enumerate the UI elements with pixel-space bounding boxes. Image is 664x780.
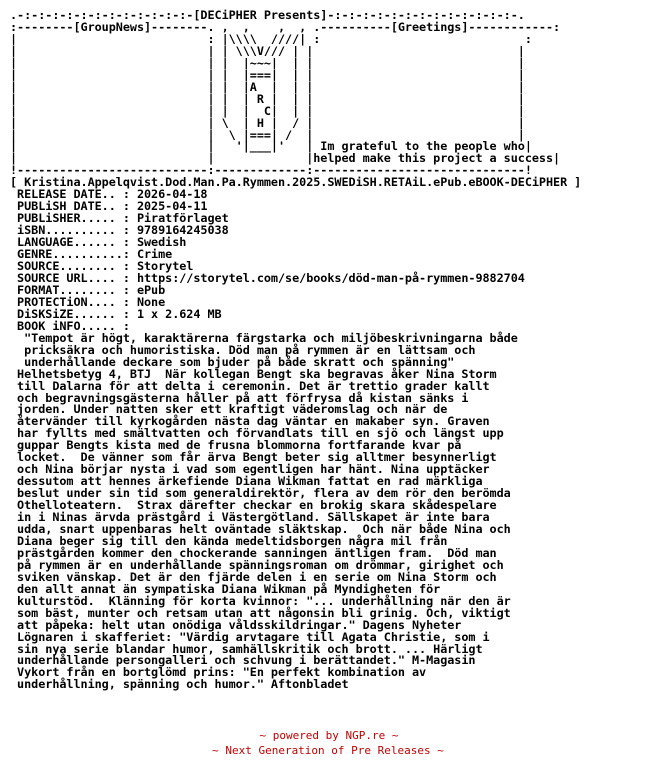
nfo-line: SOURCE........ : Storytel [17,259,194,274]
nfo-line: att påpeka: helt utan onödiga våldsskildringar." Dagens Nyheter [17,617,462,632]
nfo-line: DiSKSiZE...... : 1 x 2.624 MB [17,306,222,321]
nfo-line: | | \ | H | / | | [10,115,525,130]
nfo-line: :--------[GroupNews]--------. , , , , .----------[Greetings]------------: [10,19,561,34]
nfo-line: underhållning, spänning och humor." Aftonbladet [10,677,349,692]
nfo-line: PUBLiSH DATE.. : 2025-04-11 [17,199,208,214]
nfo-line: Lögnaren i skafferiet: "Värdig arvtagare till Agata Christie, som i [17,629,490,644]
nfo-line: | | | |===| | | | [10,67,525,82]
nfo-line: jorden. Under natten sker ett kraftigt väderomslag och när de [17,402,448,417]
nfo-line: .-:-:-:-:-:-:-:-:-:-:-:-:-[DECiPHER Presents]-:-:-:-:-:-:-:-:-:-:-:-:-:-. [10,8,525,22]
nfo-line: | | \ |===| / | | [10,127,525,142]
nfo-line: !---------------------------:-------------:------------------------------! [10,163,532,178]
nfo-line: [ Kristina.Appelqvist.Dod.Man.Pa.Rymmen.2025.SWEDiSH.RETAiL.ePub.eBOOK-DECiPHER ] [10,175,582,190]
nfo-line: prästgården kommer den chockerande sanningen äntligen fram. Död man [17,545,497,560]
nfo-line: sviken vänskap. Det är den fjärde delen i en serie om Nina Storm och [17,569,497,584]
nfo-line: kulturstöd. Klänning för korta kvinnor: "... underhållning när den är [17,593,511,608]
footer-tagline: ~ Next Generation of Pre Releases ~ [212,744,444,757]
nfo-line: Diana beger sig till den kända medeltidsborgen några mil från [17,533,448,548]
nfo-line: GENRE..........: Crime [17,247,173,262]
nfo-line: | | | | R | | | | [10,91,525,106]
nfo-line: guppar Bengts kista med de frusna blommorna fortfarande kvar på [17,438,462,453]
nfo-line: | | | | C| | | | [10,103,525,118]
nfo-line: beslut under sin tid som generaldirektör, flera av dem rör den berömda [17,486,511,501]
nfo-line: | | | \\\V/// | | | [10,43,525,58]
nfo-line: återvänder till kyrkogården nästa dag väntar en makaber syn. Graven [17,414,490,429]
nfo-text [10,10,581,691]
nfo-line: dessutom att hennes ärkefiende Diana Wikman fattat en rad märkliga [17,474,483,489]
nfo-line: på rymmen är en underhållande spänningsroman om drömmar, girighet och [17,557,504,572]
nfo-line: RELEASE DATE.. : 2026-04-18 [17,187,208,202]
nfo-line: BOOK iNFO..... : [17,318,130,333]
nfo-line: Helhetsbetyg 4, BTJ När kollegan Bengt ska begravas åker Nina Storm [17,366,497,381]
nfo-line: FORMAT........ : ePub [17,282,166,297]
nfo-line: | | | |A | | | | [10,79,525,94]
nfo-line: underhållande persongalleri och schvung i berättandet." M-Magasin [17,653,476,668]
nfo-line: Othelloteatern. Strax därefter checkar en brokig skara skådespelare [17,498,497,513]
nfo-line: har fyllts med smältvatten och förvandlats till en sjö och längst upp [17,426,504,441]
nfo-line: | | | |~~~| | | | [10,55,525,70]
nfo-line: PUBLiSHER..... : Piratförlaget [17,211,229,226]
nfo-line: | | '|___|' | Im grateful to the people who| [10,139,532,154]
nfo-line: sin nya serie blandar humor, samhällskritik och brott. ... Härligt [17,641,483,656]
nfo-line: in i Ninas ärvda prästgård i Västergötland. Sällskapet är inte bara [17,510,490,525]
nfo-line: iSBN.......... : 9789164245038 [17,223,229,238]
nfo-line: LANGUAGE...... : Swedish [17,235,187,250]
nfo-line: underhållande deckare som bjuder på både skratt och spänning" [24,354,455,369]
nfo-line: och Nina börjar nysta i vad som egentligen har hänt. Nina upptäcker [17,462,490,477]
nfo-line: udda, snart uppenbaras helt oväntade släktskap. Och när både Nina och [17,521,511,536]
nfo-line: "Tempot är högt, karaktärerna färgstarka och miljöbeskrivningarna både [24,330,518,345]
nfo-line: locket. De vänner som får ärva Bengt beter sig alltmer besynnerligt [17,450,497,465]
nfo-line: och begravningsgästerna håller på att förfrysa då kistan sänks i [17,390,469,405]
nfo-line: till Dalarna för att delta i ceremonin. Det är trettio grader kallt [17,378,490,393]
nfo-line: | : |\\\\ ////| : : [10,31,532,46]
nfo-line: | | |helped make this project a success| [10,151,561,166]
nfo-line: pricksäkra och humoristiska. Död man på rymmen är en lättsam och [24,342,476,357]
nfo-line: Vykort från en bortglömd prins: "En perfekt kombination av [17,665,427,680]
nfo-line: PROTECTiON.... : None [17,294,166,309]
footer-powered-by: ~ powered by NGP.re ~ [259,729,399,742]
nfo-line: SOURCE URL.... : https://storytel.com/se/books/död-man-på-rymmen-9882704 [17,270,525,285]
nfo-line: som bäst, munter och retsam utan att någonsin bli grinig. Och, viktigt [17,605,511,620]
nfo-line: den allt annat än sympatiska Diana Wikman på Myndigheten för [17,581,441,596]
